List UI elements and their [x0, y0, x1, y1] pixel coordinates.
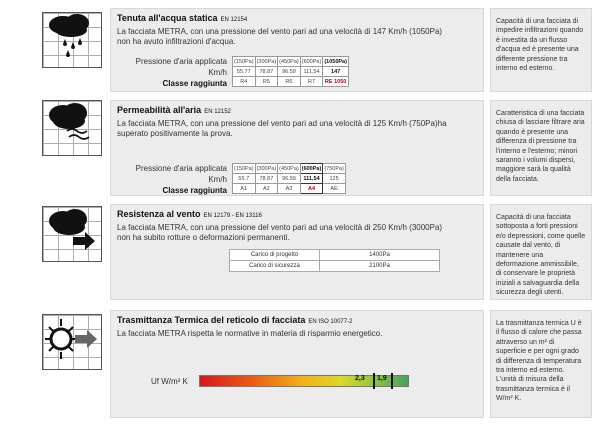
table-labels: Pressione d'aria applicata Km/h Classe raggiunta	[135, 57, 227, 88]
section-body: La facciata METRA, con una pressione del vento pari ad una velocità di 250 Km/h (3000Pa) non ha subito rotture o deformazioni permanenti.	[117, 223, 443, 242]
mark-value: 2,3	[355, 375, 365, 382]
table-row: Carico di progetto 1400Pa	[230, 250, 440, 261]
mark-tick	[373, 373, 375, 389]
mark-value: 1,9	[377, 375, 387, 382]
water-results-table: (150Pa) (300Pa) (450Pa) (600Pa) (1050Pa) 55.77 78.87 96.59 111,54 147 R4 R5 R6 R7 RE 1050	[232, 56, 349, 87]
table-row: Carico di sicurezza 2100Pa	[230, 261, 440, 272]
section-title: Tenuta all'acqua statica EN 12154	[117, 13, 248, 23]
wind-panel	[110, 204, 484, 300]
load-table	[229, 249, 440, 272]
wind-cloud-icon	[42, 100, 102, 156]
section-title: Permeabilità all'aria EN 12152	[117, 105, 231, 115]
mark-tick	[391, 373, 393, 389]
side-description: Capacità di una facciata sottoposta a forti pressioni e/o depressioni, come quelle causate dal vento, di mantenere una deformazione ammissibile, di conservare le proprietà iniziali a salvaguardia della sicurezza degli utenti.	[490, 204, 592, 300]
section-body: La facciata METRA, con una pressione del vento pari ad una velocità di 125 Km/h (750Pa)ha superato positivamente la prova.	[117, 119, 447, 138]
uf-label: Uf W/m² K	[151, 377, 188, 386]
section-body: La facciata METRA, con una pressione del vento pari ad una velocità di 147 Km/h (1050Pa) non ha avuto infiltrazioni d'acqua.	[117, 27, 443, 46]
section-body: La facciata METRA rispetta le normative in materia di risparmio energetico.	[117, 329, 383, 338]
section-title: Trasmittanza Termica del reticolo di facciata EN ISO 10077-2	[117, 315, 353, 325]
side-description: La trasmittanza termica U è il flusso di calore che passa attraverso un m² di superficie e per ogni grado di differenza di temperatura tra interno ed esterno. L'unità di misura della trasmittanza termica è il W/m² K.	[490, 310, 592, 418]
side-description: Capacità di una facciata di impedire infiltrazioni quando è investita da un flusso d'acqua ed è presente una differente pressione tra interno ed esterno.	[490, 8, 592, 92]
air-results-table: (150Pa) (300Pa) (450Pa) (600Pa) (750Pa) 55.7 78.87 96.59 111,54 125 A1 A2 A3 A4 AE	[232, 163, 346, 194]
wind-arrow-icon	[42, 206, 102, 262]
section-title: Resistenza al vento EN 12179 - EN 13116	[117, 209, 262, 219]
air-panel	[110, 100, 484, 196]
rain-cloud-icon	[42, 12, 102, 68]
thermal-panel	[110, 310, 484, 418]
side-description: Caratteristica di una facciata chiusa di lasciare filtrare aria quando è presente una differenza di pressione tra l'interno e l'esterno; minori saranno i volumi dispersi, maggiore sarà la qualità della facciata.	[490, 100, 592, 196]
water-panel	[110, 8, 484, 92]
sun-arrow-icon	[42, 314, 102, 370]
table-labels: Pressione d'aria applicata Km/h Classe raggiunta	[135, 164, 227, 195]
